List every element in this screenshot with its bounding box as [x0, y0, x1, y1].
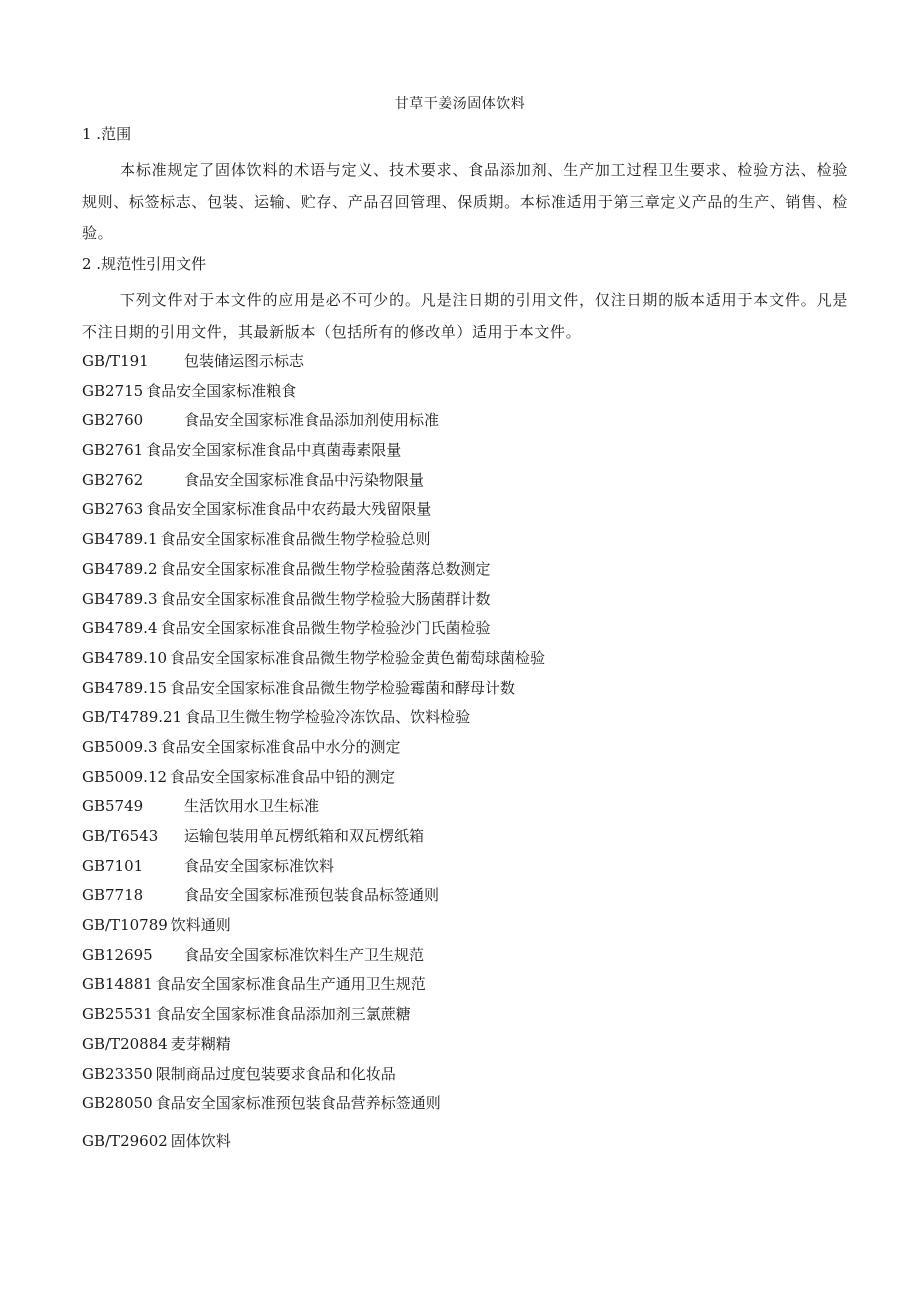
reference-item	[82, 911, 842, 941]
reference-title: 食品安全国家标准食品微生物学检验总则	[160, 530, 431, 549]
section-body-scope: 本标准规定了固体饮料的术语与定义、技术要求、食品添加剂、生产加工过程卫生要求、检验方法、检验规则、标签标志、包装、运输、贮存、产品召回管理、保质期。本标准适用于第三章定义产品的生产、销售、检验。	[82, 161, 848, 242]
reference-item	[82, 466, 842, 496]
reference-title: 食品安全国家标准食品微生物学检验大肠菌群计数	[160, 589, 491, 608]
reference-title: 食品安全国家标准预包装食品营养标签通则	[155, 1094, 441, 1113]
reference-item	[82, 1030, 842, 1060]
section-heading-scope: 1 .范围	[82, 125, 132, 143]
reference-title: 食品安全国家标准食品中农药最大残留限量	[146, 500, 432, 519]
reference-title: 食品安全国家标准食品微生物学检验霉菌和酵母计数	[170, 678, 516, 697]
reference-title: 生活饮用水卫生标准	[184, 797, 320, 816]
reference-item	[82, 525, 842, 555]
reference-title: 麦芽糊精	[170, 1034, 231, 1053]
reference-code: GB2761	[82, 441, 144, 460]
reference-code: GB/T191	[82, 352, 149, 370]
reference-code: GB4789.2	[82, 559, 158, 578]
reference-item	[82, 941, 842, 971]
reference-code: GB5009.3	[82, 737, 158, 756]
reference-code: GB23350	[82, 1064, 153, 1083]
reference-code: GB12695	[82, 945, 153, 964]
reference-code: GB7101	[82, 856, 144, 875]
reference-title: 食品安全国家标准食品中真菌毒素限量	[146, 441, 402, 460]
reference-code: GB2763	[82, 500, 144, 519]
reference-item	[82, 555, 842, 585]
reference-code: GB4789.3	[82, 589, 158, 608]
reference-code: GB7718	[82, 886, 144, 905]
section-heading-references: 2 .规范性引用文件	[82, 255, 207, 273]
reference-item	[82, 970, 842, 1000]
reference-item	[82, 822, 842, 852]
reference-code: GB4789.4	[82, 619, 158, 638]
reference-item	[82, 1089, 842, 1119]
reference-item	[82, 703, 842, 733]
reference-item	[82, 881, 842, 911]
reference-title: 食品安全国家标准饮料生产卫生规范	[184, 945, 425, 964]
reference-code: GB2715	[82, 381, 144, 400]
reference-title: 食品安全国家标准食品微生物学检验菌落总数测定	[160, 559, 491, 578]
reference-item	[82, 644, 842, 674]
reference-item	[82, 674, 842, 704]
reference-item	[82, 436, 842, 466]
reference-item	[82, 406, 842, 436]
reference-title: 食品安全国家标准食品添加剂三氯蔗糖	[155, 1005, 411, 1024]
reference-code: GB2762	[82, 470, 144, 489]
reference-code: GB5749	[82, 797, 144, 816]
reference-title: 食品卫生微生物学检验冷冻饮品、饮料检验	[185, 708, 471, 727]
reference-item	[82, 792, 842, 822]
reference-item	[82, 585, 842, 615]
reference-item	[82, 614, 842, 644]
reference-title: 食品安全国家标准食品微生物学检验沙门氏菌检验	[160, 619, 491, 638]
reference-list	[82, 347, 842, 1157]
reference-item	[82, 1060, 842, 1090]
reference-item	[82, 377, 842, 407]
reference-code: GB/T6543	[82, 827, 159, 845]
reference-code: GB4789.15	[82, 678, 168, 697]
reference-item	[82, 347, 842, 377]
reference-item	[82, 1127, 842, 1157]
reference-item	[82, 1000, 842, 1030]
reference-code: GB/T10789	[82, 916, 168, 935]
reference-title: 食品安全国家标准粮食	[146, 381, 297, 400]
reference-code: GB28050	[82, 1094, 153, 1113]
reference-title: 食品安全国家标准食品中水分的测定	[160, 737, 401, 756]
reference-item	[82, 763, 842, 793]
reference-title: 食品安全国家标准食品添加剂使用标准	[184, 411, 440, 430]
reference-title: 固体饮料	[170, 1131, 231, 1150]
reference-code: GB5009.12	[82, 767, 168, 786]
reference-code: GB2760	[82, 411, 144, 430]
reference-code: GB25531	[82, 1005, 153, 1024]
reference-code: GB4789.10	[82, 648, 168, 667]
reference-item	[82, 495, 842, 525]
reference-title: 食品安全国家标准食品微生物学检验金黄色葡萄球菌检验	[170, 648, 546, 667]
reference-title: 运输包装用单瓦楞纸箱和双瓦楞纸箱	[184, 827, 425, 845]
reference-title: 食品安全国家标准预包装食品标签通则	[184, 886, 440, 905]
reference-title: 限制商品过度包装要求食品和化妆品	[155, 1064, 396, 1083]
section-body-references: 下列文件对于本文件的应用是必不可少的。凡是注日期的引用文件，仅注日期的版本适用于本文件。凡是不注日期的引用文件，其最新版本（包括所有的修改单）适用于本文件。	[82, 291, 848, 341]
reference-code: GB/T29602	[82, 1131, 168, 1150]
reference-item	[82, 733, 842, 763]
reference-title: 食品安全国家标准饮料	[184, 856, 335, 875]
reference-title: 食品安全国家标准食品中污染物限量	[184, 470, 425, 489]
reference-code: GB/T4789.21	[82, 708, 183, 727]
reference-code: GB14881	[82, 975, 153, 994]
reference-code: GB/T20884	[82, 1034, 168, 1053]
reference-code: GB4789.1	[82, 530, 158, 549]
reference-title: 饮料通则	[170, 916, 231, 935]
reference-item	[82, 852, 842, 882]
reference-title: 食品安全国家标准食品生产通用卫生规范	[155, 975, 426, 994]
reference-title: 包装储运图示标志	[184, 352, 305, 370]
document-title: 甘草干姜汤固体饮料	[394, 96, 526, 112]
reference-title: 食品安全国家标准食品中铅的测定	[170, 767, 396, 786]
